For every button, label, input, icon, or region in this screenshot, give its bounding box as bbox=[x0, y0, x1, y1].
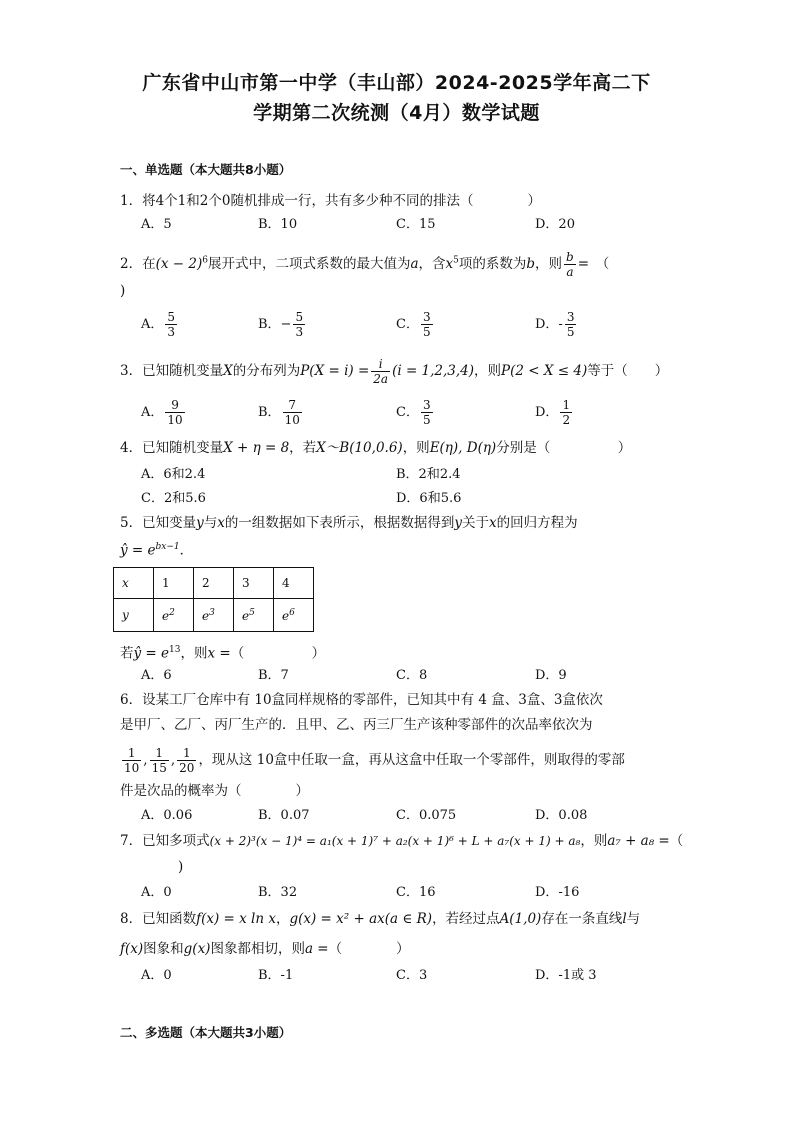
q8-option-d: D．-1或 3 bbox=[535, 968, 597, 983]
table-cell: x bbox=[114, 568, 154, 599]
table-cell: 2 bbox=[194, 568, 234, 599]
q2-option-d: D．- $\frac{3}{5}$ bbox=[535, 310, 575, 339]
q6-option-c: C．0.075 bbox=[396, 808, 457, 823]
q2-stem-cont: ) bbox=[120, 283, 126, 299]
section-single-choice-heading: 一、单选题（本大题共8小题） bbox=[120, 162, 292, 177]
q6-stem-line4: 件是次品的概率为（ ） bbox=[120, 783, 309, 799]
table-cell: 3 bbox=[234, 568, 274, 599]
q8-option-b: B．-1 bbox=[258, 968, 294, 983]
q4-option-d: D．6和5.6 bbox=[396, 491, 462, 506]
q4-option-a: A．6和2.4 bbox=[141, 467, 206, 482]
exam-title-line1: 广东省中山市第一中学（丰山部）2024-2025学年高二下 bbox=[142, 72, 651, 94]
section-multi-choice-heading: 二、多选题（本大题共3小题） bbox=[120, 1025, 292, 1040]
q7-option-a: A．0 bbox=[141, 885, 172, 900]
q2-option-c: C． $\frac{3}{5}$ bbox=[396, 310, 431, 339]
exam-title-line2: 学期第二次统测（4月）数学试题 bbox=[253, 102, 540, 124]
q5-option-b: B．7 bbox=[258, 668, 289, 683]
q6-fraction-1: $\frac{1}{10}$ bbox=[124, 746, 140, 775]
q7-stem: 7．已知多项式(x + 2)³(x − 1)⁴ = a₁(x + 1)⁷ + a₂(x + 1)⁶ + L + a₇(x + 1) + a₈，则a₇ + a₈ =（ bbox=[120, 833, 684, 849]
q5-condition: 若ŷ = $e^{13}$，则x =（ ） bbox=[120, 645, 326, 662]
q3-option-c: C． $\frac{3}{5}$ bbox=[396, 398, 431, 427]
q5-stem: 5．已知变量y与x的一组数据如下表所示，根据数据得到y关于x的回归方程为 bbox=[120, 515, 578, 531]
q5-regression: ŷ = $e^{bx-1}$． bbox=[120, 542, 194, 559]
q1-option-b: B．10 bbox=[258, 217, 298, 232]
q2-option-a: A． $\frac{5}{3}$ bbox=[141, 310, 176, 339]
table-cell: $e^5$ bbox=[234, 599, 274, 632]
q6-fraction-2: $\frac{1}{15}$ bbox=[151, 746, 167, 775]
q3-stem: 3．已知随机变量X的分布列为P(X = i) = $\frac{i}{2a}$ (i = 1,2,3,4)，则P(2 < X ≤ 4)等于（ ） bbox=[120, 357, 669, 386]
table-cell: 4 bbox=[274, 568, 314, 599]
q3-option-b: B． $\frac{7}{10}$ bbox=[258, 398, 300, 427]
q4-option-c: C．2和5.6 bbox=[141, 491, 206, 506]
q7-option-c: C．16 bbox=[396, 885, 436, 900]
q7-option-b: B．32 bbox=[258, 885, 298, 900]
q6-option-d: D．0.08 bbox=[535, 808, 588, 823]
q6-stem-line2: 是甲厂、乙厂、丙厂生产的．且甲、乙、丙三厂生产该种零部件的次品率依次为 bbox=[120, 717, 593, 733]
q5-option-d: D．9 bbox=[535, 668, 567, 683]
table-cell: 1 bbox=[154, 568, 194, 599]
q6-fraction-3: $\frac{1}{20}$ bbox=[179, 746, 195, 775]
q2-stem: 2．在$(x - 2)^6$展开式中，二项式系数的最大值为a，含$x^5$项的系数为b，则 $\frac{b}{a}$ = （ bbox=[120, 250, 610, 279]
q6-stem-line3: $\frac{1}{10}$ , $\frac{1}{15}$ , $\frac{1}{20}$ ，现从这 10盒中任取一盒，再从这盒中任取一个零部件，则取得的零部 bbox=[124, 746, 625, 775]
q6-stem-line1: 6．设某工厂仓库中有 10盒同样规格的零部件，已知其中有 4 盒、3盒、3盒依次 bbox=[120, 692, 603, 708]
q8-option-c: C．3 bbox=[396, 968, 428, 983]
q2-option-b: B．− $\frac{5}{3}$ bbox=[258, 310, 304, 339]
q1-stem: 1．将4个1和2个0随机排成一行，共有多少种不同的排法（ ） bbox=[120, 193, 541, 209]
q2-fraction: $\frac{b}{a}$ bbox=[566, 250, 574, 279]
q1-option-c: C．15 bbox=[396, 217, 436, 232]
q5-option-c: C．8 bbox=[396, 668, 428, 683]
q7-stem-cont: ) bbox=[178, 859, 184, 875]
q8-stem-line2: f(x)图象和g(x)图象都相切，则a =（ ） bbox=[120, 941, 410, 957]
q5-option-a: A．6 bbox=[141, 668, 172, 683]
q8-option-a: A．0 bbox=[141, 968, 172, 983]
q5-table-row-y bbox=[114, 599, 314, 632]
q3-fraction: $\frac{i}{2a}$ bbox=[373, 357, 389, 386]
q1-option-a: A．5 bbox=[141, 217, 172, 232]
table-cell: $e^3$ bbox=[194, 599, 234, 632]
table-cell: y bbox=[114, 599, 154, 632]
q3-option-d: D． $\frac{1}{2}$ bbox=[535, 398, 571, 427]
q5-table-row-x bbox=[114, 568, 314, 599]
q8-stem-line1: 8．已知函数f(x) = x ln x，g(x) = x² + ax(a ∈ R)，若经过点A(1,0)存在一条直线l与 bbox=[120, 911, 641, 927]
q6-option-b: B．0.07 bbox=[258, 808, 310, 823]
q5-data-table bbox=[113, 567, 314, 632]
q4-stem: 4．已知随机变量X + η = 8，若X～B(10,0.6)，则E(η), D(η)分别是（ ） bbox=[120, 440, 632, 456]
table-cell: $e^2$ bbox=[154, 599, 194, 632]
q7-option-d: D．-16 bbox=[535, 885, 580, 900]
q3-option-a: A． $\frac{9}{10}$ bbox=[141, 398, 183, 427]
table-cell: $e^6$ bbox=[274, 599, 314, 632]
q1-option-d: D．20 bbox=[535, 217, 575, 232]
q6-option-a: A．0.06 bbox=[141, 808, 193, 823]
q4-option-b: B．2和2.4 bbox=[396, 467, 461, 482]
